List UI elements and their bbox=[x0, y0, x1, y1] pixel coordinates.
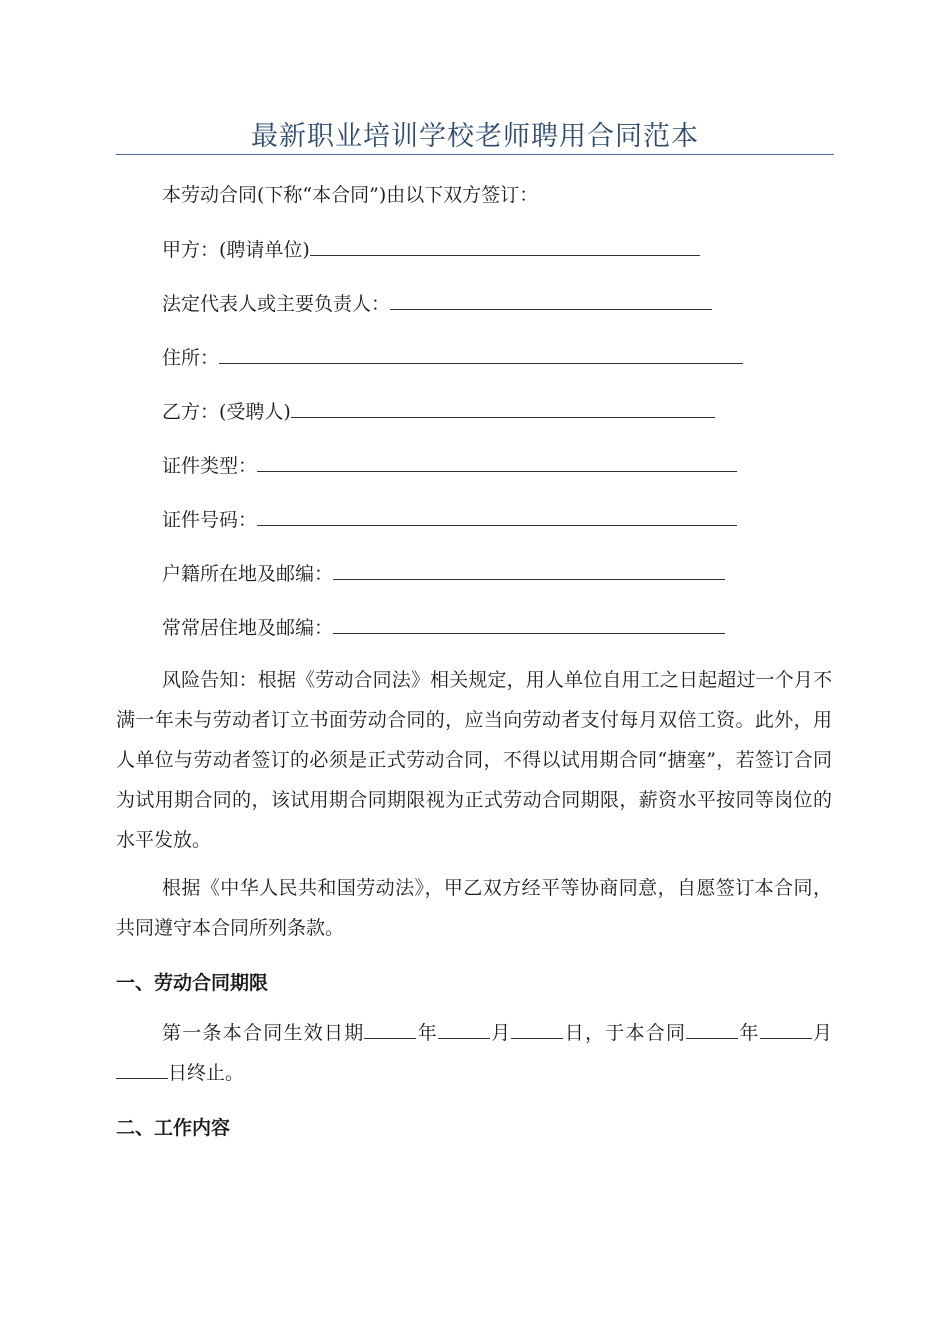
intro-line: 本劳动合同(下称“本合同”)由以下双方签订： bbox=[162, 184, 539, 206]
fill-blank[interactable] bbox=[257, 507, 737, 526]
end-month-blank[interactable] bbox=[760, 1020, 812, 1039]
term-clause-paragraph bbox=[116, 1013, 832, 1093]
field-address bbox=[162, 345, 743, 370]
field-label: 户籍所在地及邮编： bbox=[162, 563, 334, 585]
field-label: 乙方：(受聘人) bbox=[162, 401, 291, 423]
start-day-blank[interactable] bbox=[511, 1020, 563, 1039]
field-household-registration bbox=[162, 561, 725, 586]
document-title: 最新职业培训学校老师聘用合同范本 bbox=[251, 121, 699, 152]
fill-blank[interactable] bbox=[257, 453, 737, 472]
end-year-blank[interactable] bbox=[686, 1020, 738, 1039]
field-label: 证件类型： bbox=[162, 455, 258, 477]
end-day-blank[interactable] bbox=[116, 1060, 168, 1079]
field-id-type bbox=[162, 453, 737, 478]
clause-text: 日终止。 bbox=[168, 1062, 245, 1084]
fill-blank[interactable] bbox=[390, 291, 712, 310]
section-1-heading: 一、劳动合同期限 bbox=[116, 972, 269, 994]
fill-blank[interactable] bbox=[291, 399, 715, 418]
field-label: 甲方：(聘请单位) bbox=[162, 239, 310, 261]
start-month-blank[interactable] bbox=[438, 1020, 490, 1039]
clause-text: 日，于本合同 bbox=[563, 1022, 687, 1044]
year-label: 年 bbox=[416, 1022, 438, 1044]
fill-blank[interactable] bbox=[333, 561, 725, 580]
section-2-heading: 二、工作内容 bbox=[116, 1117, 231, 1139]
start-year-blank[interactable] bbox=[364, 1020, 416, 1039]
fill-blank[interactable] bbox=[310, 237, 700, 256]
field-legal-representative bbox=[162, 291, 712, 316]
field-label: 证件号码： bbox=[162, 509, 258, 531]
clause-text: 第一条本合同生效日期 bbox=[162, 1022, 365, 1044]
year-label: 年 bbox=[738, 1022, 760, 1044]
fill-blank[interactable] bbox=[219, 345, 743, 364]
field-label: 常常居住地及邮编： bbox=[162, 617, 334, 639]
legal-basis-paragraph: 根据《中华人民共和国劳动法》，甲乙双方经平等协商同意，自愿签订本合同，共同遵守本合同所列条款。 bbox=[116, 877, 832, 939]
field-id-number bbox=[162, 507, 737, 532]
field-residence bbox=[162, 615, 725, 640]
month-label: 月 bbox=[811, 1022, 832, 1044]
risk-notice-paragraph: 风险告知：根据《劳动合同法》相关规定，用人单位自用工之日起超过一个月不满一年未与劳动者订立书面劳动合同的，应当向劳动者支付每月双倍工资。此外，用人单位与劳动者签订的必须是正式劳动合同，不得以试用期合同“搪塞”，若签订合同为试用期合同的，该试用期合同期限视为正式劳动合同期限，薪资水平按同等岗位的水平发放。 bbox=[116, 669, 832, 851]
title-underline bbox=[116, 154, 834, 155]
month-label: 月 bbox=[489, 1022, 512, 1044]
fill-blank[interactable] bbox=[333, 615, 725, 634]
field-label: 法定代表人或主要负责人： bbox=[162, 293, 391, 315]
field-party-a bbox=[162, 237, 700, 262]
field-label: 住所： bbox=[162, 347, 220, 369]
field-party-b bbox=[162, 399, 715, 424]
